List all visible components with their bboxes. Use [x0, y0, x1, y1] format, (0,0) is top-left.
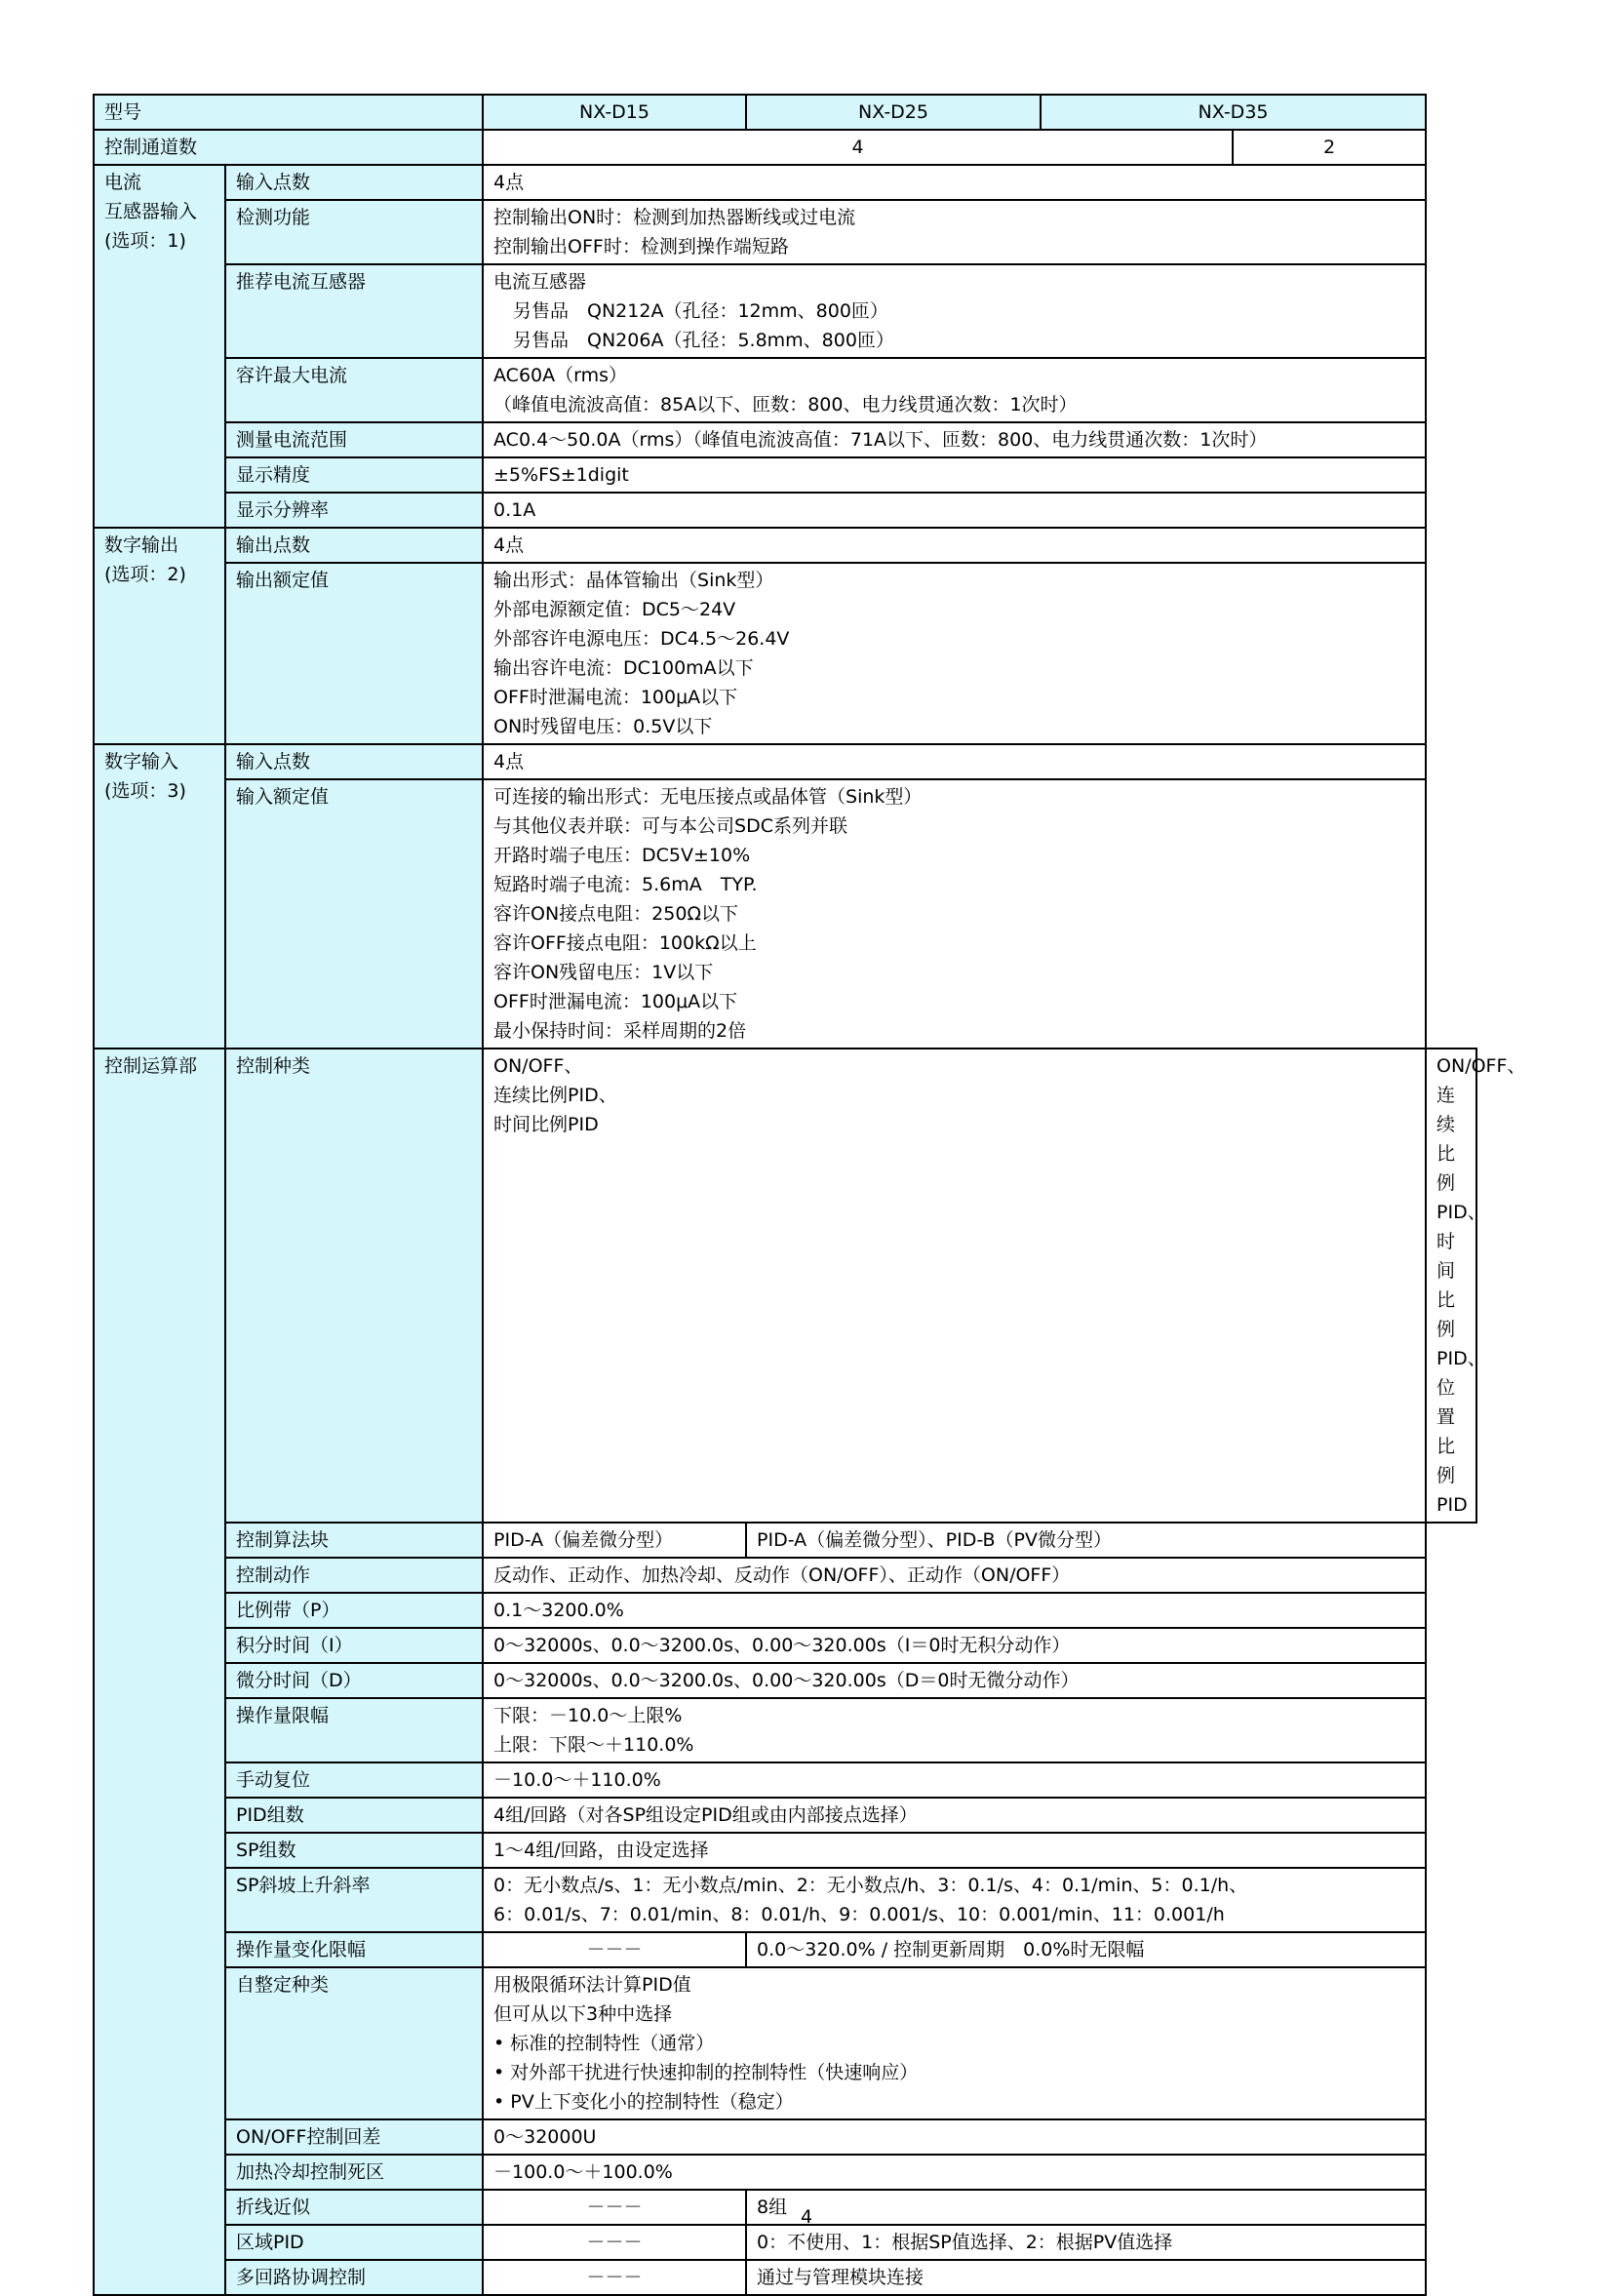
row-value: 反动作、正动作、加热冷却、反动作（ON/OFF）、正动作（ON/OFF）	[483, 1558, 1426, 1593]
table-row	[94, 422, 1476, 457]
row-label: 输入额定值	[225, 779, 483, 1049]
value-line: 0：无小数点/s、1：无小数点/min、2：无小数点/h、3：0.1/s、4：0.1/min、5：0.1/h、	[493, 1875, 1248, 1896]
channels-value-b: 2	[1233, 130, 1426, 165]
row-label: 检测功能	[225, 200, 483, 264]
value-line: 最小保持时间：采样周期的2倍	[493, 1020, 747, 1042]
row-label: 显示分辨率	[225, 493, 483, 528]
value-line: 时间比例PID、	[1436, 1231, 1486, 1369]
row-label: 操作量限幅	[225, 1698, 483, 1762]
table-row	[94, 165, 1476, 200]
value-line: 容许OFF接点电阻：100kΩ以上	[493, 932, 757, 954]
table-row	[94, 358, 1476, 422]
value-line: 下限：－10.0～上限%	[493, 1705, 683, 1726]
row-value-a: －－－	[483, 1932, 746, 1967]
value-line: 上限：下限～＋110.0%	[493, 1734, 694, 1756]
row-value	[483, 563, 1426, 744]
channels-value-a: 4	[483, 130, 1233, 165]
table-row	[94, 1698, 1476, 1762]
row-label: 自整定种类	[225, 1967, 483, 2119]
row-value-b: 8组	[746, 2190, 1426, 2225]
row-label: 加热冷却控制死区	[225, 2155, 483, 2190]
table-row	[94, 1762, 1476, 1798]
row-value-b: PID-A（偏差微分型）、PID-B（PV微分型）	[746, 1523, 1426, 1558]
table-row	[94, 779, 1476, 1049]
model-nx-d35: NX-D35	[1041, 95, 1426, 130]
table-row	[94, 528, 1476, 563]
value-line: 输出形式：晶体管输出（Sink型）	[493, 570, 774, 591]
group-label-line: (选项：3)	[104, 780, 186, 802]
row-value	[483, 358, 1426, 422]
row-value: 0～32000U	[483, 2119, 1426, 2155]
table-row	[94, 493, 1476, 528]
value-line: AC60A（rms）	[493, 365, 628, 386]
value-line: 连续比例PID、	[1436, 1085, 1486, 1223]
table-row	[94, 200, 1476, 264]
table-row	[94, 264, 1476, 358]
table-row	[94, 2260, 1476, 2295]
row-value	[483, 1967, 1426, 2119]
table-row	[94, 1523, 1476, 1558]
table-row	[94, 1558, 1476, 1593]
row-value-a: －－－	[483, 2190, 746, 2225]
row-value	[483, 1698, 1426, 1762]
table-row	[94, 457, 1476, 493]
row-label: 控制动作	[225, 1558, 483, 1593]
row-label: ON/OFF控制回差	[225, 2119, 483, 2155]
row-label: 推荐电流互感器	[225, 264, 483, 358]
row-value-a: －－－	[483, 2260, 746, 2295]
row-label: 输入点数	[225, 744, 483, 779]
value-line: 时间比例PID	[493, 1114, 599, 1135]
row-value-b: 0：不使用、1：根据SP值选择、2：根据PV值选择	[746, 2225, 1426, 2260]
value-line: ON/OFF、	[1436, 1055, 1526, 1077]
value-line: • 标准的控制特性（通常）	[493, 2033, 715, 2054]
row-label: 输出额定值	[225, 563, 483, 744]
value-line: 容许ON接点电阻：250Ω以下	[493, 903, 738, 925]
row-label: 控制算法块	[225, 1523, 483, 1558]
channels-label: 控制通道数	[94, 130, 483, 165]
table-row	[94, 1593, 1476, 1628]
row-label: 多回路协调控制	[225, 2260, 483, 2295]
row-label: SP组数	[225, 1833, 483, 1868]
row-label: 控制种类	[225, 1049, 483, 1523]
row-value: AC0.4～50.0A（rms）（峰值电流波高值：71A以下、匝数：800、电力线贯通次数：1次时）	[483, 422, 1426, 457]
do-group-label	[94, 528, 225, 744]
model-nx-d15: NX-D15	[483, 95, 746, 130]
spec-table	[93, 94, 1526, 2296]
value-line: 电流互感器	[493, 271, 587, 293]
value-line: 容许ON残留电压：1V以下	[493, 962, 714, 983]
row-value: －100.0～＋100.0%	[483, 2155, 1426, 2190]
row-value-b: 0.0～320.0% / 控制更新周期 0.0%时无限幅	[746, 1932, 1426, 1967]
control-group-label: 控制运算部	[94, 1049, 225, 2295]
row-value	[483, 264, 1426, 358]
value-line: 输出容许电流：DC100mA以下	[493, 657, 754, 679]
row-label: 输出点数	[225, 528, 483, 563]
table-row	[94, 1967, 1476, 2119]
value-line: • PV上下变化小的控制特性（稳定）	[493, 2091, 794, 2113]
table-row	[94, 1798, 1476, 1833]
row-value: 4组/回路（对各SP组设定PID组或由内部接点选择）	[483, 1798, 1426, 1833]
row-value	[483, 779, 1426, 1049]
value-line: • 对外部干扰进行快速抑制的控制特性（快速响应）	[493, 2062, 919, 2083]
row-value: 1～4组/回路，由设定选择	[483, 1833, 1426, 1868]
row-value: 4点	[483, 528, 1426, 563]
value-line: OFF时泄漏电流：100μA以下	[493, 991, 738, 1012]
row-value: 4点	[483, 744, 1426, 779]
row-value: ±5%FS±1digit	[483, 457, 1426, 493]
table-row	[94, 1932, 1476, 1967]
value-line: ON/OFF、	[493, 1055, 583, 1077]
group-label-line: 数字输出	[104, 534, 179, 556]
table-row	[94, 1833, 1476, 1868]
row-label: SP斜坡上升斜率	[225, 1868, 483, 1932]
row-value-a	[483, 1049, 1426, 1523]
ct-input-group-label	[94, 165, 225, 528]
row-value: 0.1～3200.0%	[483, 1593, 1426, 1628]
group-label-line: 电流	[104, 172, 142, 193]
row-label: 输入点数	[225, 165, 483, 200]
value-line: 连续比例PID、	[493, 1085, 617, 1106]
table-row	[94, 563, 1476, 744]
value-line: 开路时端子电压：DC5V±10%	[493, 845, 751, 866]
row-value: 0.1A	[483, 493, 1426, 528]
header-row	[94, 95, 1476, 130]
row-value-a: PID-A（偏差微分型）	[483, 1523, 746, 1558]
row-label: 积分时间（I）	[225, 1628, 483, 1663]
row-label: 比例带（P）	[225, 1593, 483, 1628]
row-label: 微分时间（D）	[225, 1663, 483, 1698]
row-label: 区域PID	[225, 2225, 483, 2260]
value-line: 短路时端子电流：5.6mA TYP.	[493, 874, 758, 895]
value-line: 与其他仪表并联：可与本公司SDC系列并联	[493, 815, 847, 837]
table-row	[94, 1628, 1476, 1663]
table-row	[94, 744, 1476, 779]
value-line: 另售品 QN212A（孔径：12mm、800匝）	[513, 300, 888, 322]
value-line: 外部容许电源电压：DC4.5～26.4V	[493, 628, 790, 650]
value-line: 位置比例PID	[1436, 1377, 1468, 1516]
value-line: （峰值电流波高值：85A以下、匝数：800、电力线贯通次数：1次时）	[493, 394, 1078, 416]
row-value: 4点	[483, 165, 1426, 200]
row-label: 显示精度	[225, 457, 483, 493]
channels-row	[94, 130, 1476, 165]
value-line: 另售品 QN206A（孔径：5.8mm、800匝）	[513, 330, 894, 351]
row-value-b	[1426, 1049, 1526, 1523]
row-value: －10.0～＋110.0%	[483, 1762, 1426, 1798]
page-number: 4	[800, 2206, 813, 2228]
model-label: 型号	[94, 95, 483, 130]
table-row	[94, 1663, 1476, 1698]
value-line: 控制输出OFF时：检测到操作端短路	[493, 236, 789, 257]
row-value-b: 通过与管理模块连接	[746, 2260, 1426, 2295]
value-line: ON时残留电压：0.5V以下	[493, 716, 713, 737]
row-label: 测量电流范围	[225, 422, 483, 457]
group-label-line: (选项：1)	[104, 230, 186, 252]
value-line: 6：0.01/s、7：0.01/min、8：0.01/h、9：0.001/s、10：0.001/min、11：0.001/h	[493, 1904, 1225, 1925]
value-line: OFF时泄漏电流：100μA以下	[493, 687, 738, 708]
row-value	[483, 1868, 1426, 1932]
table-row	[94, 2119, 1476, 2155]
table-row	[94, 1049, 1476, 1523]
table-row	[94, 2225, 1476, 2260]
row-label: PID组数	[225, 1798, 483, 1833]
row-label: 手动复位	[225, 1762, 483, 1798]
value-line: 外部电源额定值：DC5～24V	[493, 599, 736, 620]
row-value: 0～32000s、0.0～3200.0s、0.00～320.00s（I＝0时无积分动作）	[483, 1628, 1426, 1663]
group-label-line: 数字输入	[104, 751, 179, 772]
table-row	[94, 2155, 1476, 2190]
row-label: 容许最大电流	[225, 358, 483, 422]
row-value	[483, 200, 1426, 264]
group-label-line: 互感器输入	[104, 201, 198, 222]
value-line: 可连接的输出形式：无电压接点或晶体管（Sink型）	[493, 786, 923, 808]
model-nx-d25: NX-D25	[746, 95, 1041, 130]
value-line: 但可从以下3种中选择	[493, 2003, 673, 2025]
row-value-a: －－－	[483, 2225, 746, 2260]
table-row	[94, 1868, 1476, 1932]
row-label: 操作量变化限幅	[225, 1932, 483, 1967]
value-line: 用极限循环法计算PID值	[493, 1974, 691, 1996]
group-label-line: (选项：2)	[104, 564, 186, 585]
value-line: 控制输出ON时：检测到加热器断线或过电流	[493, 207, 856, 228]
di-group-label	[94, 744, 225, 1049]
row-label: 折线近似	[225, 2190, 483, 2225]
row-value: 0～32000s、0.0～3200.0s、0.00～320.00s（D＝0时无微分动作）	[483, 1663, 1426, 1698]
